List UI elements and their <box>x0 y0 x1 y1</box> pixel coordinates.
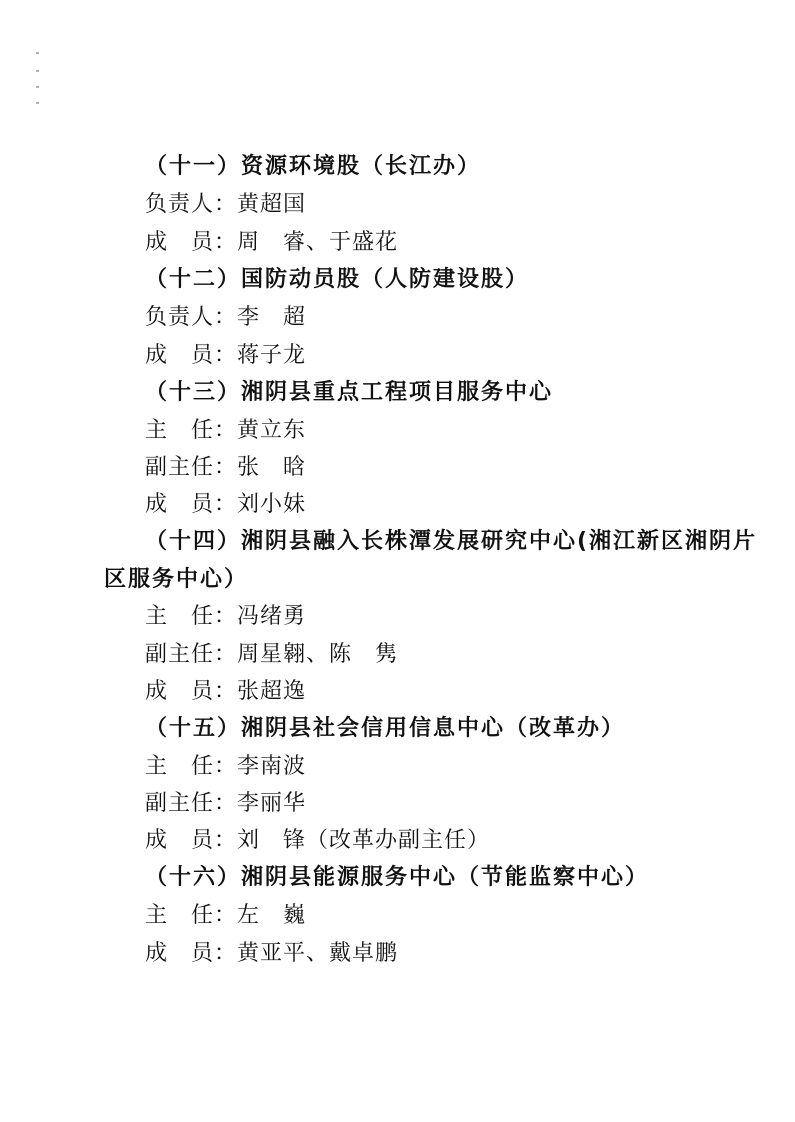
row-label: 主 任： <box>145 754 238 779</box>
row-value: 李 超 <box>237 305 307 330</box>
row-label: 负责人： <box>145 305 238 330</box>
row-label: 副主任： <box>145 791 238 816</box>
row-15-deputy <box>145 790 306 818</box>
row-label: 成 员： <box>145 679 238 704</box>
row-label: 副主任： <box>145 455 238 480</box>
row-label: 成 员： <box>145 941 238 966</box>
row-label: 副主任： <box>145 642 238 667</box>
row-value: 李丽华 <box>237 791 307 816</box>
row-label: 主 任： <box>145 903 238 928</box>
row-label: 成 员： <box>145 230 238 255</box>
row-12-lead <box>145 304 306 332</box>
row-13-members <box>145 491 306 519</box>
row-11-members <box>145 229 398 257</box>
section-heading-14: （十四）湘阴县融入长株潭发展研究中心(湘江新区湘阴片 <box>145 529 758 554</box>
row-value: 黄亚平、戴卓鹏 <box>237 941 399 966</box>
row-value: 蒋子龙 <box>237 343 307 368</box>
row-13-deputy <box>145 454 306 482</box>
row-14-members <box>145 678 306 706</box>
row-value: 刘 锋（改革办副主任） <box>237 828 491 853</box>
row-16-director <box>145 902 306 930</box>
row-label: 主 任： <box>145 418 238 443</box>
section-heading-14-continued: 区服务中心） <box>104 567 249 592</box>
row-label: 成 员： <box>145 343 238 368</box>
row-16-members <box>145 940 398 968</box>
row-value: 黄超国 <box>237 192 307 217</box>
row-value: 左 巍 <box>237 903 307 928</box>
row-12-members <box>145 342 306 370</box>
scan-marks <box>36 52 42 112</box>
row-label: 负责人： <box>145 192 238 217</box>
row-value: 张超逸 <box>237 679 307 704</box>
row-label: 成 员： <box>145 492 238 517</box>
row-15-members <box>145 827 490 855</box>
row-value: 李南波 <box>237 754 307 779</box>
row-value: 张 晗 <box>237 455 307 480</box>
row-13-director <box>145 417 306 445</box>
row-value: 冯绪勇 <box>237 604 307 629</box>
section-heading-16: （十六）湘阴县能源服务中心（节能监察中心） <box>145 865 650 890</box>
row-value: 周 睿、于盛花 <box>237 230 399 255</box>
section-heading-13: （十三）湘阴县重点工程项目服务中心 <box>145 380 554 405</box>
section-heading-12: （十二）国防动员股（人防建设股） <box>145 267 530 292</box>
row-label: 成 员： <box>145 828 238 853</box>
row-value: 周星翱、陈 隽 <box>237 642 399 667</box>
row-11-lead <box>145 191 306 219</box>
row-14-director <box>145 603 306 631</box>
row-15-director <box>145 753 306 781</box>
row-value: 刘小妹 <box>237 492 307 517</box>
section-heading-11: （十一）资源环境股（长江办） <box>145 154 482 179</box>
row-label: 主 任： <box>145 604 238 629</box>
row-value: 黄立东 <box>237 418 307 443</box>
row-14-deputy <box>145 641 398 669</box>
section-heading-15: （十五）湘阴县社会信用信息中心（改革办） <box>145 716 626 741</box>
